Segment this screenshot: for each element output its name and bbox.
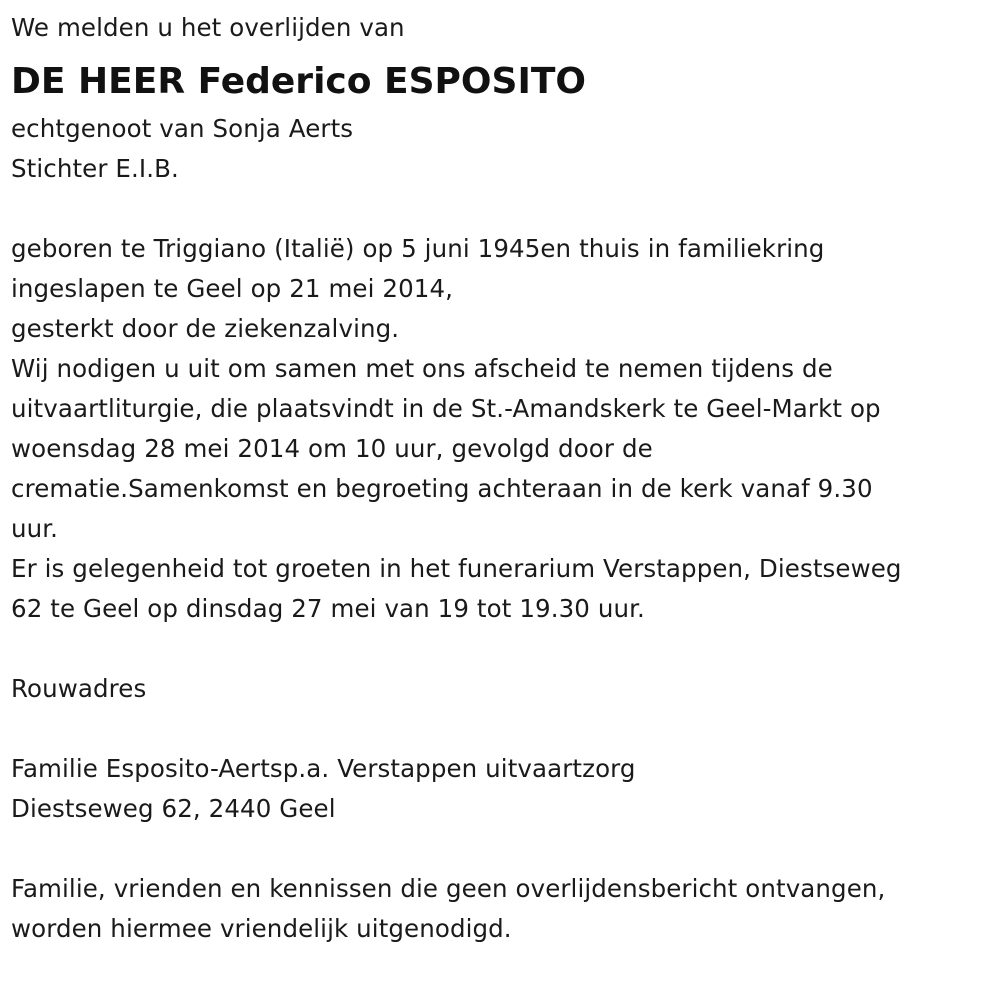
- spouse-text: echtgenoot van Sonja Aerts: [11, 114, 354, 143]
- deceased-name: DE HEER Federico ESPOSITO: [11, 61, 586, 102]
- rouwadres-label: Rouwadres: [11, 674, 147, 703]
- body-line: gesterkt door de ziekenzalving.: [11, 314, 400, 343]
- body-line: ingeslapen te Geel op 21 mei 2014,: [11, 274, 454, 303]
- closing-line: worden hiermee vriendelijk uitgenodigd.: [11, 914, 512, 943]
- body-line: geboren te Triggiano (Italië) op 5 juni 1945en thuis in familiekring: [11, 234, 825, 263]
- spacer: [11, 709, 991, 749]
- body-line: 62 te Geel op dinsdag 27 mei van 19 tot 19.30 uur.: [11, 594, 645, 623]
- spacer: [11, 829, 991, 869]
- body-line: Wij nodigen u uit om samen met ons afscheid te nemen tijdens de: [11, 354, 833, 383]
- body-line: uur.: [11, 514, 59, 543]
- body-line: crematie.Samenkomst en begroeting achteraan in de kerk vanaf 9.30: [11, 474, 873, 503]
- address-line: Diestseweg 62, 2440 Geel: [11, 794, 336, 823]
- body-line: Er is gelegenheid tot groeten in het funerarium Verstappen, Diestseweg: [11, 554, 902, 583]
- obituary-notice: [11, 8, 991, 949]
- body-line: woensdag 28 mei 2014 om 10 uur, gevolgd door de: [11, 434, 653, 463]
- spacer: [11, 189, 991, 229]
- announcement-body: [11, 229, 991, 629]
- address-block: [11, 749, 991, 829]
- closing-block: [11, 869, 991, 949]
- address-line: Familie Esposito-Aertsp.a. Verstappen uitvaartzorg: [11, 754, 636, 783]
- spacer: [11, 629, 991, 669]
- closing-line: Familie, vrienden en kennissen die geen overlijdensbericht ontvangen,: [11, 874, 886, 903]
- body-line: uitvaartliturgie, die plaatsvindt in de St.-Amandskerk te Geel-Markt op: [11, 394, 881, 423]
- role-text: Stichter E.I.B.: [11, 154, 179, 183]
- intro-text: We melden u het overlijden van: [11, 13, 405, 42]
